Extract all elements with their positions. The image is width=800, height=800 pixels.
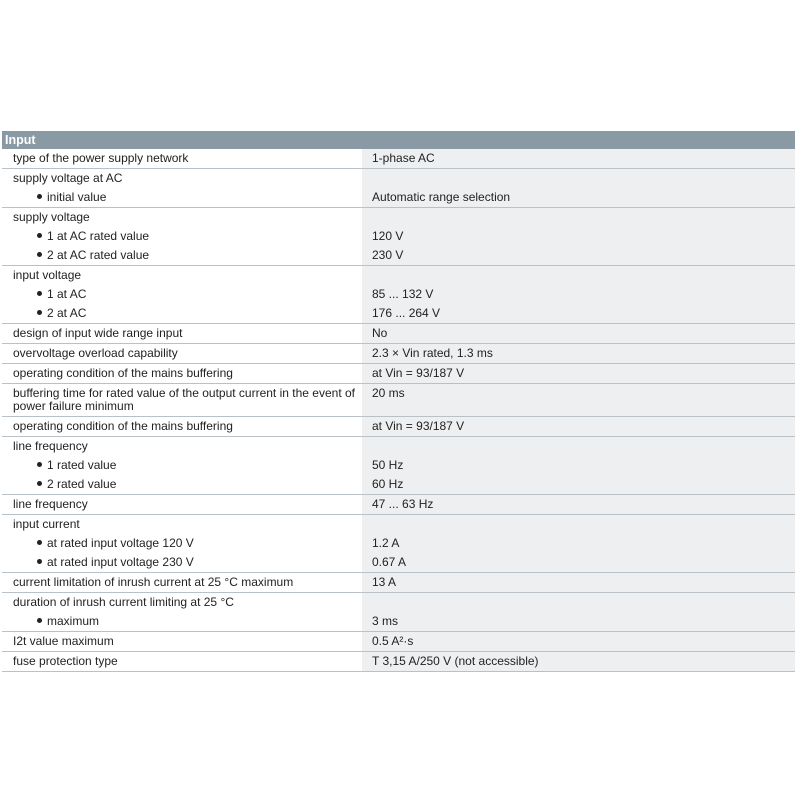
parameter-label-text: buffering time for rated value of the output current in the event of power failure minimum [13, 386, 355, 413]
value-column [362, 169, 795, 207]
parameter-label-text: duration of inrush current limiting at 25 °C [13, 595, 234, 609]
parameter-label [2, 324, 360, 343]
parameter-label-text: fuse protection type [13, 654, 118, 668]
parameter-column [2, 364, 360, 383]
parameter-value: 2.3 × Vin rated, 1.3 ms [372, 346, 493, 360]
parameter-label [2, 515, 360, 534]
parameter-label [2, 149, 360, 168]
parameter-label [2, 246, 360, 265]
parameter-value: at Vin = 93/187 V [372, 366, 465, 380]
value-column [362, 593, 795, 631]
parameter-column [2, 344, 360, 363]
parameter-label [2, 553, 360, 572]
parameter-label [2, 612, 360, 631]
spec-group [2, 169, 795, 208]
bullet-icon [37, 291, 42, 296]
spec-group [2, 632, 795, 652]
parameter-value [362, 593, 795, 612]
parameter-value: 1.2 A [372, 536, 400, 550]
parameter-label [2, 227, 360, 246]
parameter-label-text: design of input wide range input [13, 326, 183, 340]
spec-group [2, 364, 795, 384]
parameter-value: 0.67 A [372, 555, 407, 569]
spec-group [2, 266, 795, 324]
bullet-icon [37, 194, 42, 199]
parameter-label-text: 2 rated value [47, 477, 117, 491]
parameter-column [2, 632, 360, 651]
parameter-label [2, 534, 360, 553]
parameter-value: 176 ... 264 V [372, 306, 441, 320]
parameter-label [2, 266, 360, 285]
parameter-label [2, 456, 360, 475]
spec-group [2, 437, 795, 495]
parameter-column [2, 495, 360, 514]
value-column [362, 208, 795, 265]
spec-table [2, 131, 795, 672]
parameter-value: T 3,15 A/250 V (not accessible) [372, 654, 539, 668]
parameter-label-text: 2 at AC [47, 306, 87, 320]
parameter-value [362, 266, 795, 285]
parameter-label-text: operating condition of the mains buffering [13, 419, 233, 433]
parameter-label-text: 2 at AC rated value [47, 248, 150, 262]
parameter-label [2, 573, 360, 592]
parameter-value [362, 515, 795, 534]
parameter-column [2, 208, 360, 265]
parameter-label-text: 1 rated value [47, 458, 117, 472]
value-column [362, 364, 795, 383]
spec-groups [2, 149, 795, 672]
parameter-label-text: I2t value maximum [13, 634, 114, 648]
spec-group [2, 417, 795, 437]
parameter-label [2, 652, 360, 671]
bullet-icon [37, 540, 42, 545]
parameter-label-text: current limitation of inrush current at 25 °C maximum [13, 575, 294, 589]
parameter-column [2, 266, 360, 323]
bullet-icon [37, 462, 42, 467]
parameter-value: 20 ms [372, 386, 405, 400]
spec-group [2, 324, 795, 344]
parameter-column [2, 515, 360, 572]
parameter-label [2, 344, 360, 363]
parameter-column [2, 417, 360, 436]
value-column [362, 652, 795, 671]
parameter-value: 120 V [372, 229, 404, 243]
parameter-label [2, 304, 360, 323]
spec-group [2, 652, 795, 672]
value-column [362, 632, 795, 651]
value-column [362, 344, 795, 363]
bullet-icon [37, 618, 42, 623]
parameter-label-text: at rated input voltage 120 V [47, 536, 194, 550]
parameter-label [2, 632, 360, 651]
parameter-value: at Vin = 93/187 V [372, 419, 465, 433]
spec-group [2, 593, 795, 632]
parameter-label-text: input voltage [13, 268, 82, 282]
spec-group [2, 515, 795, 573]
parameter-label-text: overvoltage overload capability [13, 346, 178, 360]
value-column [362, 266, 795, 323]
parameter-column [2, 593, 360, 631]
parameter-label [2, 437, 360, 456]
parameter-value: No [372, 326, 388, 340]
parameter-label-text: type of the power supply network [13, 151, 189, 165]
parameter-value: 85 ... 132 V [372, 287, 434, 301]
parameter-column [2, 324, 360, 343]
parameter-label [2, 417, 360, 436]
bullet-icon [37, 252, 42, 257]
parameter-label [2, 169, 360, 188]
parameter-label-text: operating condition of the mains buffering [13, 366, 233, 380]
parameter-value: 60 Hz [372, 477, 404, 491]
bullet-icon [37, 559, 42, 564]
parameter-value [362, 437, 795, 456]
parameter-column [2, 573, 360, 592]
parameter-value: 230 V [372, 248, 404, 262]
spec-group [2, 573, 795, 593]
parameter-value [362, 169, 795, 188]
value-column [362, 384, 795, 416]
parameter-value: 0.5 A²·s [372, 634, 414, 648]
parameter-value: 50 Hz [372, 458, 404, 472]
parameter-label-text: maximum [47, 614, 100, 628]
parameter-value: Automatic range selection [372, 190, 511, 204]
parameter-label-text: 1 at AC rated value [47, 229, 150, 243]
parameter-label [2, 593, 360, 612]
parameter-label [2, 384, 360, 416]
spec-group [2, 384, 795, 417]
parameter-column [2, 652, 360, 671]
value-column [362, 149, 795, 168]
value-column [362, 437, 795, 494]
spec-group [2, 149, 795, 169]
parameter-value: 47 ... 63 Hz [372, 497, 434, 511]
spec-group [2, 344, 795, 364]
parameter-column [2, 437, 360, 494]
bullet-icon [37, 310, 42, 315]
parameter-label [2, 475, 360, 494]
section-header: Input [2, 131, 795, 149]
parameter-label-text: at rated input voltage 230 V [47, 555, 194, 569]
value-column [362, 324, 795, 343]
parameter-label [2, 208, 360, 227]
value-column [362, 515, 795, 572]
value-column [362, 573, 795, 592]
parameter-label [2, 495, 360, 514]
parameter-value: 1-phase AC [372, 151, 435, 165]
parameter-label-text: line frequency [13, 439, 88, 453]
spec-group [2, 495, 795, 515]
spec-group [2, 208, 795, 266]
parameter-column [2, 384, 360, 416]
parameter-column [2, 149, 360, 168]
parameter-label-text: initial value [47, 190, 107, 204]
parameter-label [2, 285, 360, 304]
value-column [362, 495, 795, 514]
parameter-label [2, 364, 360, 383]
parameter-label-text: 1 at AC [47, 287, 87, 301]
parameter-column [2, 169, 360, 207]
bullet-icon [37, 481, 42, 486]
parameter-value [362, 208, 795, 227]
parameter-label [2, 188, 360, 207]
parameter-label-text: supply voltage [13, 210, 90, 224]
parameter-value: 13 A [372, 575, 397, 589]
parameter-label-text: supply voltage at AC [13, 171, 123, 185]
parameter-label-text: line frequency [13, 497, 88, 511]
value-column [362, 417, 795, 436]
parameter-value: 3 ms [372, 614, 399, 628]
bullet-icon [37, 233, 42, 238]
parameter-label-text: input current [13, 517, 80, 531]
